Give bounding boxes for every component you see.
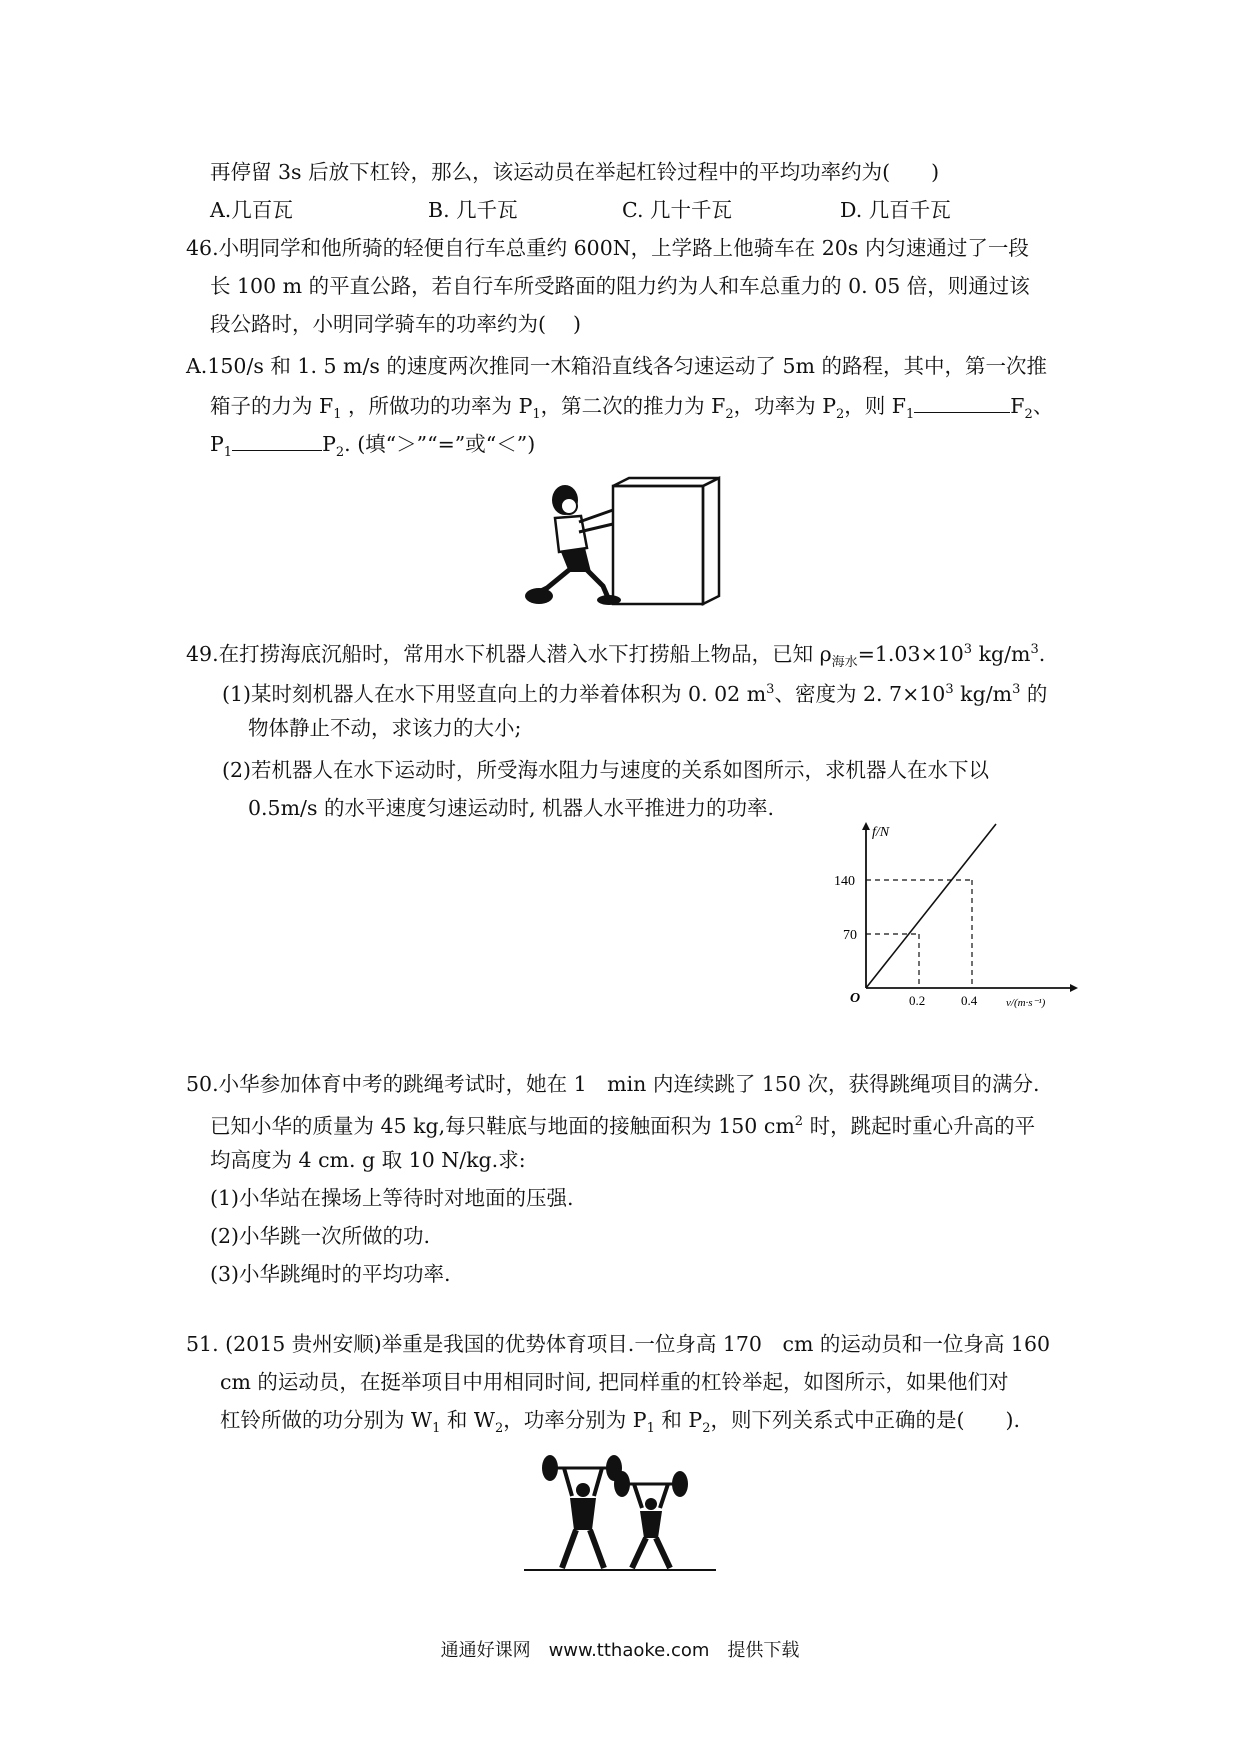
q45-line1: 再停留 3s 后放下杠铃，那么，该运动员在举起杠铃过程中的平均功率约为( ) <box>210 160 940 184</box>
q45-option-b: B. 几千瓦 <box>428 198 518 222</box>
q46-line3: 段公路时，小明同学骑车的功率约为( ) <box>210 312 582 336</box>
q48-line2: 箱子的力为 $F_1$ ，所做功的功率为 $P_1$，第二次的推力为 $F_2$，功率为 $P_2$，则 $F_1$ $F_2$、 <box>210 394 1054 423</box>
y-tick-140: 140 <box>834 874 855 889</box>
q49-part2-line2: 0.5m/s 的水平速度匀速运动时, 机器人水平推进力的功率. <box>248 796 775 820</box>
q49-part1-line2: 物体静止不动，求该力的大小; <box>248 716 522 740</box>
q51-line2: cm 的运动员，在挺举项目中用相同时间, 把同样重的杠铃举起，如图所示，如果他们对 <box>220 1370 1009 1394</box>
q51-line1: 51. (2015 贵州安顺)举重是我国的优势体育项目.一位身高 170 cm 的运动员和一位身高 160 <box>186 1332 1051 1356</box>
answer-blank-2[interactable] <box>232 430 322 451</box>
q50-part2: (2)小华跳一次所做的功. <box>210 1224 431 1248</box>
origin-label: O <box>850 991 861 1006</box>
weightlifters-figure <box>520 1456 720 1576</box>
q50-line3: 均高度为 4 cm. g 取 10 N/kg.求: <box>210 1148 526 1172</box>
x-tick-0.4: 0.4 <box>961 993 978 1008</box>
q46-line2: 长 100 m 的平直公路，若自行车所受路面的阻力约为人和车总重力的 0. 05 倍，则通过该 <box>210 274 1030 298</box>
pushing-box-figure <box>525 476 725 606</box>
q50-line1: 50.小华参加体育中考的跳绳考试时，她在 1 min 内连续跳了 150 次，获得跳绳项目的满分. <box>186 1072 1040 1096</box>
q45-option-a: A.几百瓦 <box>210 198 293 222</box>
q46-line1: 46.小明同学和他所骑的轻便自行车总重约 600N，上学路上他骑车在 20s 内匀速通过了一段 <box>186 236 1029 260</box>
q48-line3: $P_1$ $P_2$. (填“＞”“=”或“＜”) <box>210 432 536 461</box>
q45-option-d: D. 几百千瓦 <box>840 198 951 222</box>
q50-line2: 已知小华的质量为 45 kg,每只鞋底与地面的接触面积为 150 $cm^2$ 时，跳起时重心升高的平 <box>210 1113 1036 1138</box>
x-axis-label: v/(m·s⁻¹) <box>1006 997 1046 1009</box>
q48-line1: A.150/s 和 1. 5 m/s 的速度两次推同一木箱沿直线各匀速运动了 5m 的路程，其中，第一次推 <box>186 354 1047 378</box>
q49-line1: 49.在打捞海底沉船时，常用水下机器人潜入水下打捞船上物品，已知 $\rho_{海水}=1.03\times 10^3$ $kg/m^3$. <box>186 641 1046 670</box>
answer-blank-1[interactable] <box>914 392 1010 413</box>
q50-part3: (3)小华跳绳时的平均功率. <box>210 1262 451 1286</box>
q49-part2-line1: (2)若机器人在水下运动时，所受海水阻力与速度的关系如图所示，求机器人在水下以 <box>222 758 990 782</box>
resistance-velocity-graph <box>834 818 1078 1009</box>
q51-line3: 杠铃所做的功分别为 $W_1$ 和 $W_2$，功率分别为 $P_1$ 和 $P_2$，则下列关系式中正确的是( ). <box>220 1408 1020 1437</box>
y-tick-70: 70 <box>843 928 857 943</box>
q45-option-c: C. 几十千瓦 <box>622 198 732 222</box>
q49-part1-line1: (1)某时刻机器人在水下用竖直向上的力举着体积为 0. 02 $m^3$、密度为 2. $7\times 10^3$ $kg/m^3$ 的 <box>222 681 1048 706</box>
x-tick-0.2: 0.2 <box>909 993 926 1008</box>
footer-watermark: 通通好课网 www.tthaoke.com 提供下载 <box>440 1640 800 1661</box>
q50-part1: (1)小华站在操场上等待时对地面的压强. <box>210 1186 574 1210</box>
graph-line <box>866 824 996 988</box>
y-axis-label: f/N <box>872 825 890 840</box>
